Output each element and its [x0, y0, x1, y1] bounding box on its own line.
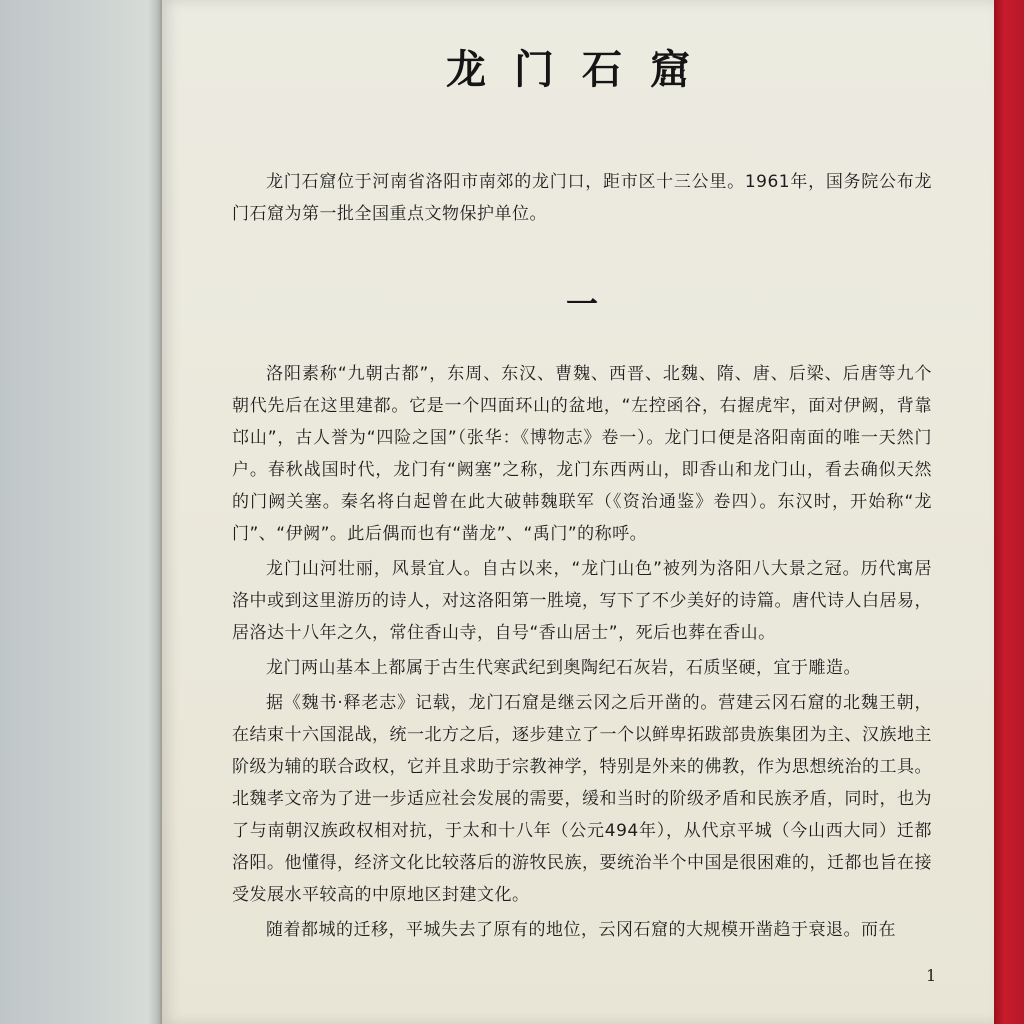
page-title: 龙门石窟	[446, 46, 718, 93]
body-paragraph-4: 据《魏书·释老志》记载，龙门石窟是继云冈之后开凿的。营建云冈石窟的北魏王朝，在结束十六国混战，统一北方之后，逐步建立了一个以鲜卑拓跋部贵族集团为主、汉族地主阶级为辅的联合政权，它并且求助于宗教神学，特别是外来的佛教，作为思想统治的工具。北魏孝文帝为了进一步适应社会发展的需要，缓和当时的阶级矛盾和民族矛盾，同时，也为了与南朝汉族政权相对抗，于太和十八年（公元494年），从代京平城（今山西大同）迁都洛阳。他懂得，经济文化比较落后的游牧民族，要统治半个中国是很困难的，迁都也旨在接受发展水平较高的中原地区封建文化。	[232, 693, 932, 905]
body-text	[232, 358, 932, 949]
intro-paragraph-block	[232, 166, 932, 233]
left-page	[0, 0, 160, 1024]
book-gutter	[148, 0, 162, 1024]
body-paragraph-5: 随着都城的迁移，平城失去了原有的地位，云冈石窟的大规模开凿趋于衰退。而在	[266, 920, 896, 940]
body-paragraph-2: 龙门山河壮丽，风景宜人。自古以来，“龙门山色”被列为洛阳八大景之冠。历代寓居洛中或到这里游历的诗人，对这洛阳第一胜境，写下了不少美好的诗篇。唐代诗人白居易，居洛达十八年之久，常住香山寺，自号“香山居士”，死后也葬在香山。	[232, 559, 932, 643]
red-cover-edge	[994, 0, 1024, 1024]
intro-paragraph: 龙门石窟位于河南省洛阳市南郊的龙门口，距市区十三公里。1961年，国务院公布龙门石窟为第一批全国重点文物保护单位。	[232, 172, 932, 224]
page-number: 1	[926, 966, 937, 985]
page-content	[232, 0, 937, 1024]
section-heading: 一	[565, 285, 598, 323]
body-paragraph-3: 龙门两山基本上都属于古生代寒武纪到奥陶纪石灰岩，石质坚硬，宜于雕造。	[266, 658, 861, 678]
right-page	[160, 0, 994, 1024]
body-paragraph-1: 洛阳素称“九朝古都”，东周、东汉、曹魏、西晋、北魏、隋、唐、后梁、后唐等九个朝代先后在这里建都。它是一个四面环山的盆地，“左控函谷，右握虎牢，面对伊阙，背靠邙山”，古人誉为“四险之国”（张华：《博物志》卷一）。龙门口便是洛阳南面的唯一天然门户。春秋战国时代，龙门有“阙塞”之称，龙门东西两山，即香山和龙门山，看去确似天然的门阙关塞。秦名将白起曾在此大破韩魏联军（《资治通鉴》卷四）。东汉时，开始称“龙门”、“伊阙”。此后偶而也有“凿龙”、“禹门”的称呼。	[232, 364, 932, 544]
